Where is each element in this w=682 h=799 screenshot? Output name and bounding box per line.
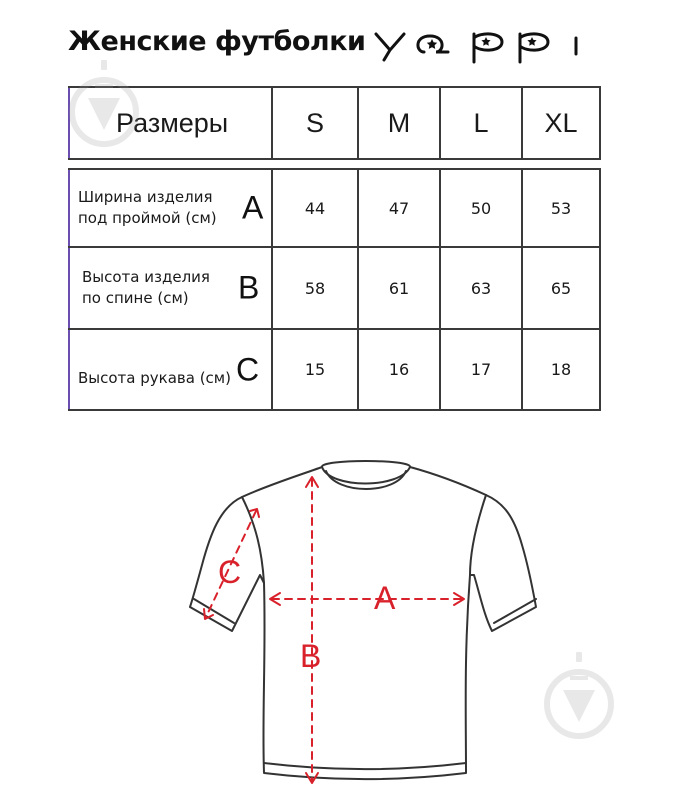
table-cell: 65 [522,247,600,329]
table-cell: 47 [358,169,440,247]
watermark-logo-icon [543,650,615,746]
row-label [69,169,272,247]
size-xl: XL [522,87,600,159]
measure-label-a: A [374,580,396,616]
table-row [69,329,600,410]
size-header-table [68,86,601,160]
table-cell: 17 [440,329,522,410]
table-cell: 18 [522,329,600,410]
size-m: M [358,87,440,159]
table-row [69,247,600,329]
table-cell: 15 [272,329,358,410]
size-measurements-table [68,168,601,411]
table-row [69,169,600,247]
row-description: Ширина изделия под проймой (см) [78,188,217,227]
measure-label-b: B [300,638,322,674]
brand-logo [370,20,610,64]
row-description: Высота рукава (см) [78,369,231,387]
page-title: Женские футболки [68,26,366,57]
row-label [69,329,272,410]
row-label [69,247,272,329]
table-cell: 44 [272,169,358,247]
measure-letter: C [236,351,260,387]
watermark-logo-icon [68,58,140,154]
tshirt-measurement-diagram [180,455,550,790]
measure-letter: B [238,269,260,306]
table-cell: 58 [272,247,358,329]
row-description: Высота изделия по спине (см) [82,268,210,307]
size-l: L [440,87,522,159]
size-header-label: Размеры [69,87,272,159]
table-cell: 63 [440,247,522,329]
size-s: S [272,87,358,159]
table-cell: 61 [358,247,440,329]
table-cell: 50 [440,169,522,247]
table-cell: 53 [522,169,600,247]
measure-label-c: C [218,554,242,590]
table-cell: 16 [358,329,440,410]
measure-letter: A [242,189,264,226]
